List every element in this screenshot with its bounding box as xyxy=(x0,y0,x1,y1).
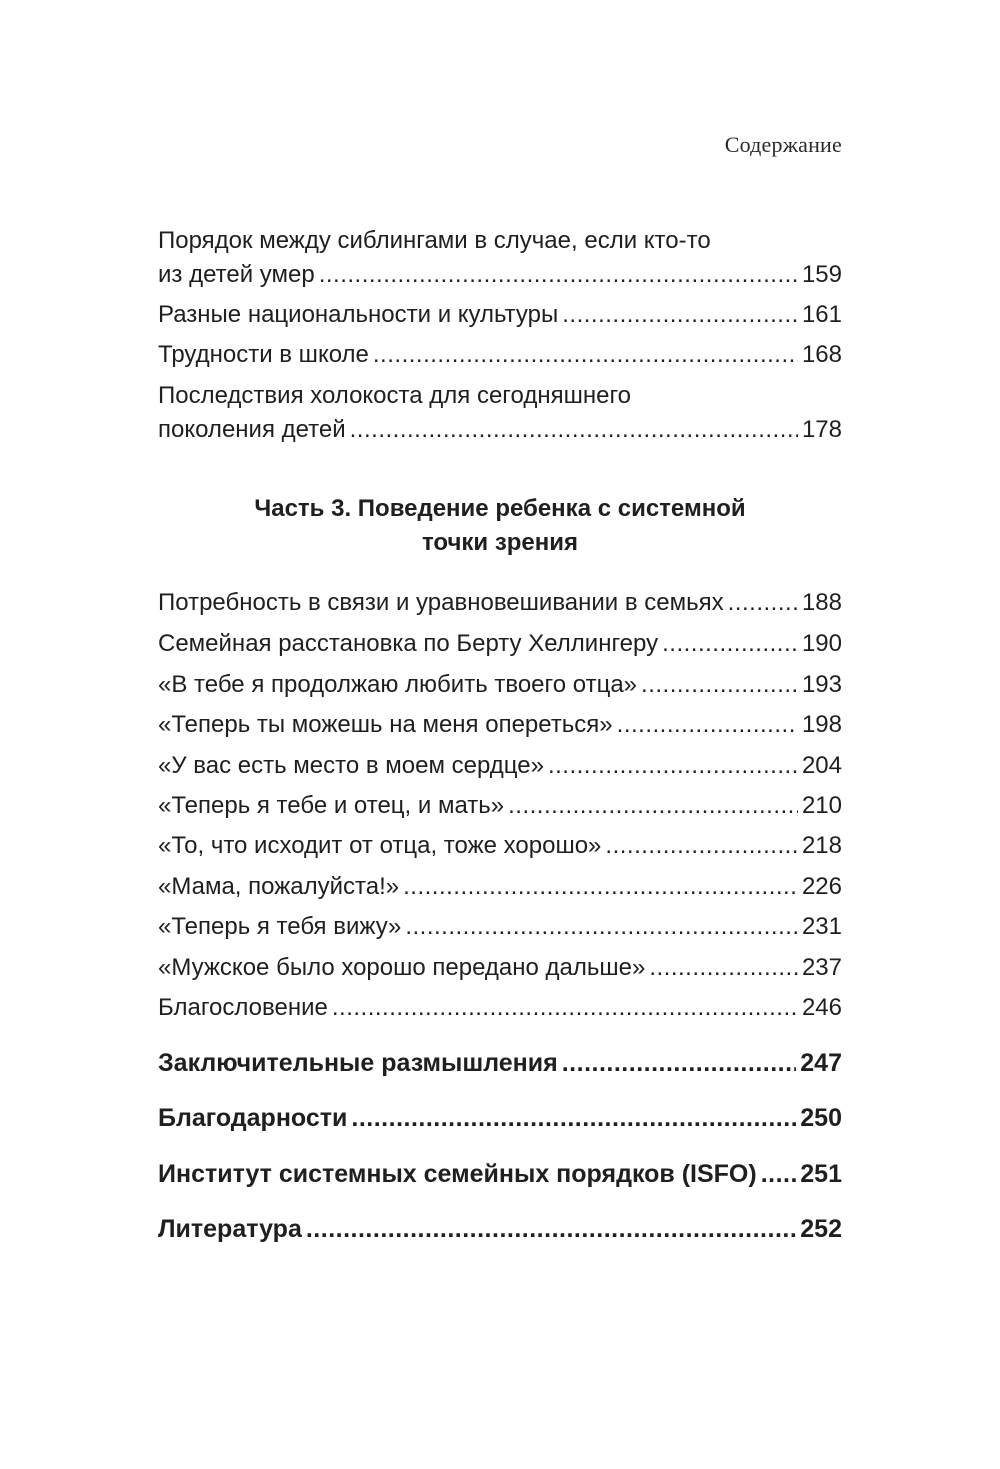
toc-entry-label: Институт системных семейных порядков (ISFO) xyxy=(158,1160,757,1188)
toc-page-number: 218 xyxy=(801,832,842,859)
toc-entry-label: Заключительные размышления xyxy=(158,1049,558,1077)
toc-entry xyxy=(158,379,842,447)
leader-dots xyxy=(761,1157,797,1191)
toc-entry xyxy=(158,224,842,292)
toc-page-number: 247 xyxy=(800,1049,842,1077)
leader-dots xyxy=(562,1046,797,1080)
toc-entry-label: «Мама, пожалуйста!» xyxy=(158,873,400,900)
toc-entry-label: Благословение xyxy=(158,994,328,1021)
toc-entry-label: «Теперь я тебе и отец, и мать» xyxy=(158,792,505,819)
running-head: Содержание xyxy=(724,132,842,157)
leader-dots xyxy=(617,708,798,742)
toc-entry xyxy=(158,829,842,863)
leader-dots xyxy=(649,951,798,985)
toc-entry-bold xyxy=(158,1157,842,1191)
toc-entry-bold xyxy=(158,1212,842,1246)
leader-dots xyxy=(562,298,798,332)
toc-entry xyxy=(158,627,842,661)
toc-page-number: 210 xyxy=(801,792,842,819)
leader-dots xyxy=(641,668,798,702)
leader-dots xyxy=(605,829,798,863)
leader-dots xyxy=(548,749,798,783)
leader-dots xyxy=(350,413,798,447)
part-heading-line: точки зрения xyxy=(421,529,579,556)
leader-dots xyxy=(332,991,798,1025)
toc-entry xyxy=(158,910,842,944)
toc-entry xyxy=(158,870,842,904)
toc-entry xyxy=(158,298,842,332)
toc-entry-label: «Теперь я тебя вижу» xyxy=(158,913,402,940)
part-heading xyxy=(158,492,842,560)
toc-page-number: 188 xyxy=(801,589,842,616)
toc-entry-label: Литература xyxy=(158,1215,302,1243)
leader-dots xyxy=(662,627,798,661)
toc-page-number: 168 xyxy=(801,341,842,368)
toc-page-number: 178 xyxy=(801,416,842,443)
toc-entry xyxy=(158,338,842,372)
toc-entry-label: «Мужское было хорошо передано дальше» xyxy=(158,954,646,981)
toc-entry-label: «У вас есть место в моем сердце» xyxy=(158,752,544,779)
leader-dots xyxy=(373,338,798,372)
toc-entry-line: Последствия холокоста для сегодняшнего xyxy=(158,382,632,409)
leader-dots xyxy=(405,910,798,944)
toc-page-number: 193 xyxy=(801,671,842,698)
leader-dots xyxy=(403,870,798,904)
toc-page-number: 250 xyxy=(800,1104,842,1132)
toc-entry-label: Потребность в связи и уравновешивании в семьях xyxy=(158,589,724,616)
toc-entry xyxy=(158,668,842,702)
leader-dots xyxy=(728,586,798,620)
toc-entry-bold xyxy=(158,1101,842,1135)
toc-entry-label: Разные национальности и культуры xyxy=(158,301,559,328)
part-heading-line: Часть 3. Поведение ребенка с системной xyxy=(254,495,746,522)
toc-entry-label: Трудности в школе xyxy=(158,341,369,368)
leader-dots xyxy=(508,789,798,823)
toc-page-number: 251 xyxy=(800,1160,842,1188)
toc-page-number: 190 xyxy=(801,630,842,657)
toc-entry-label: поколения детей xyxy=(158,416,346,443)
toc-page-number: 159 xyxy=(801,261,842,288)
toc-entry xyxy=(158,951,842,985)
toc-entry-label: «То, что исходит от отца, тоже хорошо» xyxy=(158,832,602,859)
toc-entry-label: Семейная расстановка по Берту Хеллингеру xyxy=(158,630,659,657)
toc-page-number: 161 xyxy=(801,301,842,328)
leader-dots xyxy=(319,258,798,292)
toc-page-number: 237 xyxy=(801,954,842,981)
toc-page-number: 246 xyxy=(801,994,842,1021)
toc-entry-label: «В тебе я продолжаю любить твоего отца» xyxy=(158,671,638,698)
toc-entry-bold xyxy=(158,1046,842,1080)
toc-page-number: 252 xyxy=(800,1215,842,1243)
toc-page-number: 198 xyxy=(801,711,842,738)
toc-entry xyxy=(158,991,842,1025)
toc-page-number: 204 xyxy=(801,752,842,779)
toc-page-number: 226 xyxy=(801,873,842,900)
toc-page-number: 231 xyxy=(801,913,842,940)
toc-entry-line: Порядок между сиблингами в случае, если кто-то xyxy=(158,227,711,254)
toc-entry xyxy=(158,789,842,823)
leader-dots xyxy=(351,1101,796,1135)
toc-entry-label: «Теперь ты можешь на меня опереться» xyxy=(158,711,613,738)
toc-entry-label: из детей умер xyxy=(158,261,315,288)
toc-entry xyxy=(158,586,842,620)
toc-entry xyxy=(158,708,842,742)
leader-dots xyxy=(306,1212,796,1246)
toc-entry-label: Благодарности xyxy=(158,1104,348,1132)
toc-entry xyxy=(158,749,842,783)
